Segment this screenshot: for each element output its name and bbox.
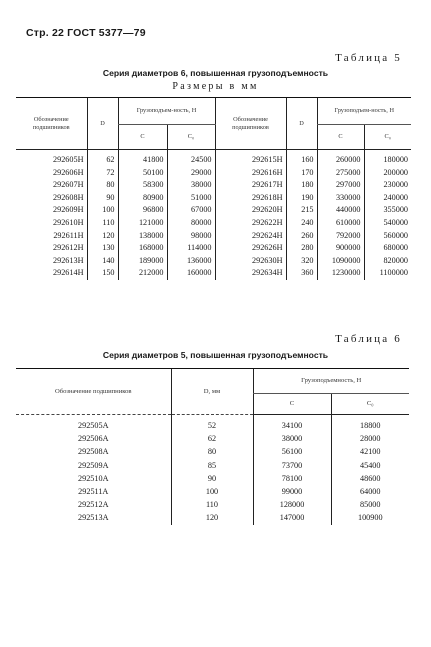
cell: 62	[87, 150, 118, 167]
cell: 1090000	[317, 255, 364, 268]
cell: 160	[286, 150, 317, 167]
cell: 38000	[253, 432, 331, 445]
cell: 292513А	[78, 513, 109, 523]
cell: 330000	[317, 192, 364, 205]
cell: 1100000	[364, 267, 411, 280]
cell: 260	[286, 230, 317, 243]
table6-label: Таблица 6	[335, 333, 402, 345]
cell: 200000	[364, 167, 411, 180]
cell: 121000	[118, 217, 167, 230]
table-row	[16, 179, 411, 192]
table-row	[16, 459, 409, 472]
cell: 212000	[118, 267, 167, 280]
table6-title: Серия диаметров 5, повышенная грузоподъемность	[102, 350, 329, 360]
cell: 136000	[167, 255, 215, 268]
cell: 320	[286, 255, 317, 268]
cell: 292620Н	[215, 204, 286, 217]
cell: 292614Н	[53, 268, 84, 278]
table6-header-d: D, мм	[171, 369, 253, 415]
cell: 100900	[331, 511, 409, 524]
cell: 100	[87, 204, 118, 217]
table5-subtitle: Размеры в мм	[172, 81, 259, 92]
cell: 230000	[364, 179, 411, 192]
table6	[16, 368, 409, 525]
table5-header-load: Грузоподъем-ность, Н	[118, 98, 215, 125]
table-row	[16, 204, 411, 217]
table-row	[16, 242, 411, 255]
cell: 52	[171, 415, 253, 433]
cell: 215	[286, 204, 317, 217]
cell: 170	[286, 167, 317, 180]
cell: 292510А	[78, 473, 109, 483]
cell: 180	[286, 179, 317, 192]
table5-header-d-2: D	[286, 98, 317, 150]
cell: 292608Н	[53, 192, 84, 202]
cell: 147000	[253, 511, 331, 524]
cell: 292610Н	[53, 217, 84, 227]
cell: 292626Н	[215, 242, 286, 255]
cell: 80000	[167, 217, 215, 230]
cell: 138000	[118, 230, 167, 243]
page-header: Стр. 22 ГОСТ 5377—79	[26, 27, 146, 39]
table5-header-c-2: C	[317, 125, 364, 150]
table5-body	[16, 150, 411, 280]
cell: 45400	[331, 459, 409, 472]
table-row	[16, 485, 409, 498]
cell: 42100	[331, 445, 409, 458]
cell: 72	[87, 167, 118, 180]
table-row	[16, 230, 411, 243]
cell: 292612Н	[53, 243, 84, 253]
table5-header-designation-2: Обозначение подшипников	[215, 98, 286, 150]
table5-header-c0: C₀	[167, 125, 215, 150]
table-row	[16, 415, 409, 433]
cell: 680000	[364, 242, 411, 255]
cell: 120	[87, 230, 118, 243]
cell: 180000	[364, 150, 411, 167]
table6-header-load: Грузоподъемность, Н	[253, 369, 409, 394]
cell: 58300	[118, 179, 167, 192]
cell: 297000	[317, 179, 364, 192]
cell: 820000	[364, 255, 411, 268]
cell: 62	[171, 432, 253, 445]
cell: 38000	[167, 179, 215, 192]
cell: 292615Н	[215, 150, 286, 167]
table5-header-c0-2: C₀	[364, 125, 411, 150]
cell: 99000	[253, 485, 331, 498]
table-row	[16, 498, 409, 511]
table-row	[16, 150, 411, 167]
cell: 792000	[317, 230, 364, 243]
cell: 260000	[317, 150, 364, 167]
table-row	[16, 267, 411, 280]
cell: 280	[286, 242, 317, 255]
cell: 110	[171, 498, 253, 511]
cell: 168000	[118, 242, 167, 255]
table-row	[16, 217, 411, 230]
cell: 114000	[167, 242, 215, 255]
cell: 120	[171, 511, 253, 524]
cell: 140	[87, 255, 118, 268]
cell: 34100	[253, 415, 331, 433]
cell: 292611Н	[53, 230, 84, 240]
cell: 67000	[167, 204, 215, 217]
cell: 98000	[167, 230, 215, 243]
cell: 96800	[118, 204, 167, 217]
table-row	[16, 432, 409, 445]
cell: 292607Н	[53, 180, 84, 190]
cell: 292511А	[78, 487, 109, 497]
cell: 540000	[364, 217, 411, 230]
table5-header-c: C	[118, 125, 167, 150]
cell: 360	[286, 267, 317, 280]
cell: 292624Н	[215, 230, 286, 243]
cell: 64000	[331, 485, 409, 498]
cell: 189000	[118, 255, 167, 268]
cell: 128000	[253, 498, 331, 511]
table-row	[16, 255, 411, 268]
cell: 50100	[118, 167, 167, 180]
cell: 28000	[331, 432, 409, 445]
table5-header-load-2: Грузоподъем-ность, Н	[317, 98, 411, 125]
cell: 292622Н	[215, 217, 286, 230]
table6-header-designation: Обозначение подшипников	[16, 369, 171, 415]
cell: 80	[171, 445, 253, 458]
cell: 51000	[167, 192, 215, 205]
cell: 85000	[331, 498, 409, 511]
cell: 292618Н	[215, 192, 286, 205]
cell: 610000	[317, 217, 364, 230]
cell: 292634Н	[215, 267, 286, 280]
cell: 73700	[253, 459, 331, 472]
cell: 440000	[317, 204, 364, 217]
table5-label: Таблица 5	[335, 52, 402, 64]
cell: 355000	[364, 204, 411, 217]
table5-title: Серия диаметров 6, повышенная грузоподъемность	[102, 68, 329, 78]
cell: 18800	[331, 415, 409, 433]
cell: 240000	[364, 192, 411, 205]
cell: 110	[87, 217, 118, 230]
table-row	[16, 167, 411, 180]
cell: 90	[171, 472, 253, 485]
table5	[16, 97, 411, 280]
cell: 29000	[167, 167, 215, 180]
cell: 560000	[364, 230, 411, 243]
cell: 56100	[253, 445, 331, 458]
cell: 292509А	[78, 460, 109, 470]
cell: 85	[171, 459, 253, 472]
cell: 292506А	[78, 434, 109, 444]
cell: 240	[286, 217, 317, 230]
cell: 90	[87, 192, 118, 205]
cell: 48600	[331, 472, 409, 485]
cell: 292605Н	[53, 155, 84, 164]
cell: 24500	[167, 150, 215, 167]
cell: 1230000	[317, 267, 364, 280]
cell: 292616Н	[215, 167, 286, 180]
table-row	[16, 192, 411, 205]
cell: 100	[171, 485, 253, 498]
cell: 292505А	[78, 421, 109, 430]
table-row	[16, 445, 409, 458]
cell: 292512А	[78, 500, 109, 510]
cell: 80	[87, 179, 118, 192]
cell: 190	[286, 192, 317, 205]
cell: 292613Н	[53, 255, 84, 265]
cell: 41800	[118, 150, 167, 167]
table6-body	[16, 415, 409, 525]
cell: 292609Н	[53, 205, 84, 215]
table5-header-designation: Обозначение подшипников	[16, 98, 87, 150]
cell: 292617Н	[215, 179, 286, 192]
cell: 292606Н	[53, 167, 84, 177]
cell: 130	[87, 242, 118, 255]
cell: 275000	[317, 167, 364, 180]
table-row	[16, 472, 409, 485]
table6-header-c0: C₀	[331, 394, 409, 415]
cell: 292508А	[78, 447, 109, 457]
table6-header-c: C	[253, 394, 331, 415]
table5-header-d: D	[87, 98, 118, 150]
cell: 150	[87, 267, 118, 280]
cell: 900000	[317, 242, 364, 255]
cell: 78100	[253, 472, 331, 485]
cell: 80900	[118, 192, 167, 205]
table-row	[16, 511, 409, 524]
cell: 160000	[167, 267, 215, 280]
cell: 292630Н	[215, 255, 286, 268]
